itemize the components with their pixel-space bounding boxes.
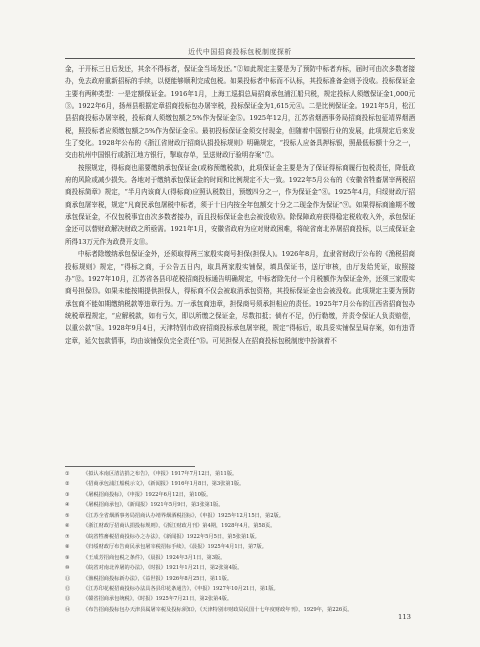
footnote-mark: ④: [65, 502, 70, 509]
footnote: [65, 532, 415, 542]
footnote-text: 《浙江财政厅招商认捐投标规则》，《浙江财政月刊》第4期，1928年4月，第58页。: [83, 523, 276, 530]
footnote: [65, 584, 415, 594]
footnote-text: 《归绥财政厅布告商民承包屠宰税招标手续》，《晨报》1925年4月1日，第7版。: [83, 544, 267, 551]
footnote-mark: ⑤: [65, 512, 70, 519]
footnote-mark: ③: [65, 491, 70, 498]
footnote: [65, 500, 415, 510]
footnote: [65, 542, 415, 552]
footnote-text: 《招商承包浦江船税示文》，《新闻报》1916年1月8日，第3张第1版。: [83, 481, 245, 488]
footnote-mark: ⑪: [65, 575, 71, 582]
footnotes: [65, 469, 415, 615]
footnote-text: 《布告招商投标包办天津县属屠宰税及投标须知》，《天津特别市财政局民国十七年度财政年刊》，1929年，第226页。: [83, 606, 353, 613]
footnote-rule: [65, 466, 195, 467]
footnote: [65, 563, 415, 573]
paragraph: 金，于开标三日后发还，其余不得标者，保证金当场发还。”②如此规定主要是为了预防中标者弃标，届时可由次多数者接办，免去政府重新招标的手续，以便能够顺利完成包税。如果投标者中标而不认标，其投标准备金则予没收。投标保证金主要有两种类型：一是定额保证金。1916年1月，上海工巡捐总局招商承包浦江船只税，规定投标人须缴保证金1,000元③。1922年6月，扬州县根据定章招商投标包办屠宰税，投标保证金为1,615元④。二是比例保证金。1921年5月，松江县招商投标办屠宰税，投标商人须缴包额之5%作为保证金⑤。1925年12月，江苏省烟酒事务局招商投标包征靖界烟酒税，照投标者应须缴包额之5%作为保证金⑥。最初投标保证金须交付现金，但随着中国银行业的发展，此项规定后来发生了变化。1928年公布的《浙江省财政厅招商认捐投标规则》明确规定，“投标人应备具押标银，照最低标额十分之一，交由杭州中国银行或浙江地方银行，掣取存单，呈送财政厅验明存案”⑦。: [65, 65, 415, 160]
body-text: [65, 63, 415, 347]
footnote-text: 《皖省牲畜税招商投标办之办法》，《新闻报》1922年5月5日，第5张第1版。: [83, 533, 260, 540]
footnote-mark: ⑫: [65, 585, 71, 592]
footnote: [65, 511, 415, 521]
footnote-mark: ⑦: [65, 533, 70, 540]
paragraph: 按照规定，得标商也需要缴纳承包保证金(或称预缴税款)，此项保证金主要是为了保证得标商履行包税责任，降低政府的风险或减少损失。各地对于缴纳承包保证金的时间和比例规定不大一致。1922年5月公布的《安徽省牲畜屠宰两税招商投标简章》规定，“半月内该商人(得标商)应照认税数目，预缴四分之一，作为保证金”⑧。1925年4月，归绥财政厅招商承包屠宰税，规定“凡商民承包屠税中标者，须于十日内按全年包额交十分之二现金作为保证”⑨。如果得标商逾期不缴承包保证金，不仅包税事宜由次多数者接办，而且投标保证金也会被没收⑩。除保障政府获得稳定税收收入外，承包保证金还可以替财政解决财政之所亟需。1921年1月，安徽省政府为应对财政困难，将皖省南北养屠招商投标，以三成保证金所得13万元作为政费开支⑪。: [65, 163, 415, 246]
footnote-mark: ⑥: [65, 523, 70, 530]
footnote-text: 《皖省对南北养屠的办法》，《时报》1921年1月21日，第2张第4版。: [83, 565, 243, 572]
paragraph: 中标者除缴纳承包保证金外，还须取得两三家殷实商号担保(担保人)。1926年8月，直隶省财政厅公布的《渔税招商投标规则》规定，“得标之商，于公告五日内，取具两家殷实铺保，填具保证书，送厅审核，由厅发给凭证，取照接办”⑫。1927年10月，江苏省各县印花税招商投标通告明确规定，中标者除先付一个月税额作为保证金外，还须三家殷实商号担保⑬。如果未能按期提供担保人，得标商不仅会被取消承包资格，其投标保证金也会被没收。此项规定主要为预防承包商不能如期缴纳税款等违章行为。万一承包商违章，担保商号须承担相应的责任。1925年7月公布的江西省招商包办统税章程规定，“应解税款，如有亏欠，即以所缴之保证金，尽数扣抵；倘有不足，仍行勒缴，并责令保证人负责赔偿，以重公款”⑭。1928年9月4日，天津特别市政府招商投标承包屠宰税，规定“得标后，取具妥实铺保呈局存案，如有违背定章，延欠包款情事，均由该铺保负完全责任”⑮。可见担保人在招商投标包税制度中扮演着不: [65, 250, 415, 345]
footnote-text: 《王成芳招商包税之条件》，《晨报》1924年3月1日，第3版。: [83, 554, 226, 561]
footnote-text: 《江苏印花税招商投标办法具各县印花条通告》，《申报》1927年10月21日，第1版。: [83, 585, 279, 592]
header-rule: [65, 58, 415, 59]
running-head: 近代中国招商投标包税制度探析: [188, 48, 292, 56]
footnote-mark: ⑬: [65, 596, 71, 603]
footnote-mark: ⑨: [65, 554, 70, 561]
footnote-text: 《屠税招商投标》，《申报》1922年6月12日，第10版。: [83, 491, 212, 498]
footnote-mark: ②: [65, 481, 70, 488]
footnote-text: 《拟认本南区清洁捐之布告》，《申报》1917年7月12日，第11版。: [83, 471, 238, 477]
footnote-mark: ①: [65, 471, 70, 477]
page-number: 113: [398, 613, 411, 621]
footnote: [65, 594, 415, 604]
footnote-mark: ⑭: [65, 606, 71, 613]
footnote: [65, 490, 415, 500]
footnote-text: 《赣省招商承包统税》，《时报》1925年7月21日，第2张第4版。: [83, 596, 233, 603]
footnote-text: 《屠税招商承包》，《新闻报》1921年5月9日，第3张第1版。: [83, 502, 224, 509]
footnote-text: 《江苏全省烟酒事务局招商认办靖界烟酒税招标》，《申报》1925年12月15日，第2版。: [83, 512, 284, 519]
footnote: [65, 553, 415, 563]
footnote: [65, 574, 415, 584]
footnote-text: 《渔税招商投标新办法》，《益世报》1926年8月25日，第11版。: [83, 575, 233, 582]
footnote: [65, 521, 415, 531]
footnote-mark: ⑧: [65, 544, 70, 551]
footnote-mark: ⑩: [65, 565, 70, 572]
footnote: [65, 479, 415, 489]
footnote: [65, 605, 415, 615]
footnote: [65, 469, 415, 479]
